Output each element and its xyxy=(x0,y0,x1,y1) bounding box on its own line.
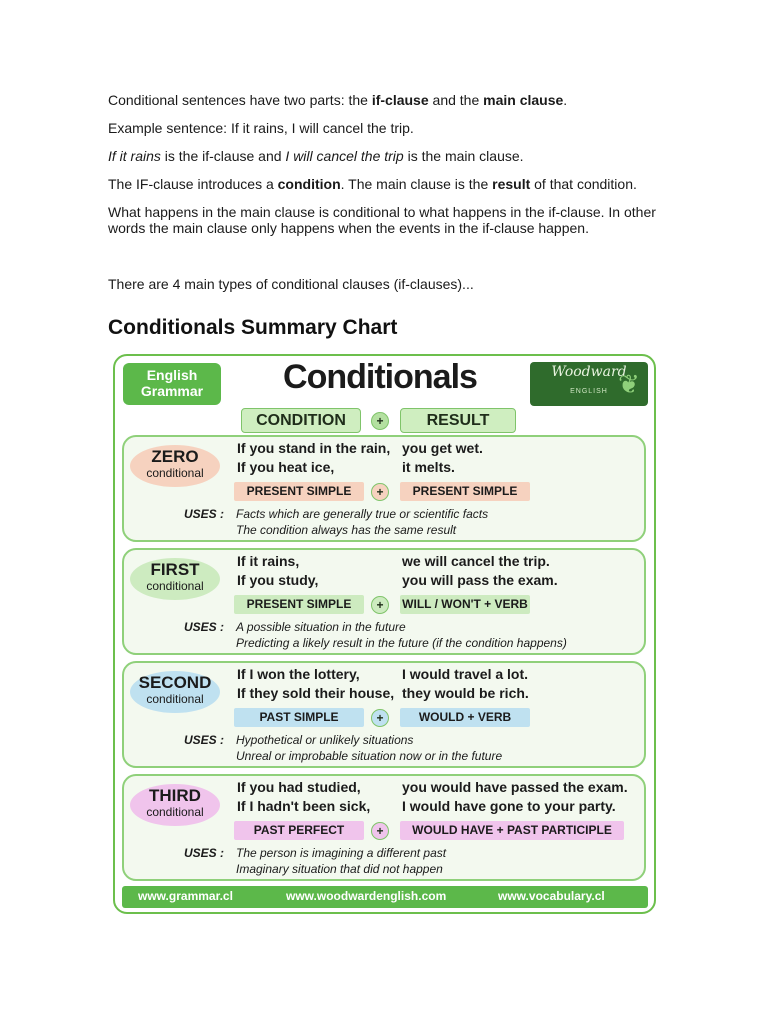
bold-term: result xyxy=(492,176,531,192)
if-clause-example-1: If you stand in the rain, xyxy=(237,440,391,456)
if-clause-example-1: If I won the lottery, xyxy=(237,666,360,682)
bold-term: condition xyxy=(277,176,341,192)
intro-paragraph-5: What happens in the main clause is conditional to what happens in the if-clause. In other words the main clause only happens when the events in the if-clause happen. xyxy=(108,204,656,236)
intro-paragraph-2: Example sentence: If it rains, I will cancel the trip. xyxy=(108,120,414,136)
bold-term: if-clause xyxy=(371,92,429,108)
result-example-2: I would have gone to your party. xyxy=(402,798,616,814)
text-span: The IF-clause introduces a xyxy=(108,176,278,192)
badge-line-2: Grammar xyxy=(140,383,204,399)
uses-label: USES : xyxy=(184,733,225,747)
conditional-name: SECOND xyxy=(138,673,212,692)
conditionals-chart xyxy=(113,354,656,914)
condition-tense-tag: PAST SIMPLE xyxy=(234,708,364,727)
if-clause-example-1: If you had studied, xyxy=(237,779,361,795)
result-example-2: they would be rich. xyxy=(402,685,529,701)
conditional-section-zero xyxy=(122,435,646,542)
conditional-section-first xyxy=(122,548,646,655)
conditional-name: FIRST xyxy=(150,560,200,579)
footer-link-grammar[interactable]: www.grammar.cl xyxy=(138,889,233,903)
text-span: Conditional sentences have two parts: the xyxy=(108,92,372,108)
logo-text: Woodward xyxy=(551,364,627,380)
condition-header: CONDITION xyxy=(241,408,361,433)
result-example-1: I would travel a lot. xyxy=(402,666,529,682)
plus-icon: + xyxy=(371,709,389,727)
result-tense-tag: WOULD + VERB xyxy=(400,708,530,727)
intro-paragraph-6: There are 4 main types of conditional clauses (if-clauses)... xyxy=(108,276,474,292)
uses-text-1: The person is imagining a different past xyxy=(236,846,447,860)
conditional-type-label xyxy=(130,558,220,600)
result-example-2: you will pass the exam. xyxy=(402,572,558,588)
uses-label: USES : xyxy=(184,620,225,634)
if-clause-example-2: If you study, xyxy=(237,572,319,588)
if-clause-example-2: If they sold their house, xyxy=(237,685,395,701)
chart-title: Conditionals xyxy=(283,358,477,396)
conditional-name: THIRD xyxy=(149,786,201,805)
text-span: of that condition. xyxy=(530,176,637,192)
intro-paragraph-1 xyxy=(108,92,668,108)
result-header: RESULT xyxy=(400,408,516,433)
condition-tense-tag: PRESENT SIMPLE xyxy=(234,482,364,501)
uses-text-1: A possible situation in the future xyxy=(236,620,406,634)
uses-text-2: The condition always has the same result xyxy=(236,523,457,537)
text-span: . xyxy=(563,92,568,108)
plus-icon: + xyxy=(371,483,389,501)
condition-tense-tag: PRESENT SIMPLE xyxy=(234,595,364,614)
result-example-1: we will cancel the trip. xyxy=(402,553,550,569)
result-example-2: it melts. xyxy=(402,459,455,475)
if-clause-example-2: If you heat ice, xyxy=(237,459,335,475)
result-tense-tag: PRESENT SIMPLE xyxy=(400,482,530,501)
text-span: and the xyxy=(428,92,484,108)
conditional-type-label xyxy=(130,784,220,826)
italic-term: I will cancel the trip xyxy=(285,148,404,164)
plus-icon: + xyxy=(371,412,389,430)
conditional-name: ZERO xyxy=(151,447,199,466)
footer-link-vocabulary[interactable]: www.vocabulary.cl xyxy=(498,889,605,903)
uses-text-1: Facts which are generally true or scientific facts xyxy=(236,507,489,521)
woodward-logo xyxy=(530,362,648,406)
badge-line-1: English xyxy=(146,367,198,383)
logo-subtext: ENGLISH xyxy=(570,388,608,395)
uses-text-2: Unreal or improbable situation now or in the future xyxy=(236,749,503,763)
conditional-type-label xyxy=(130,445,220,487)
intro-text xyxy=(108,92,668,304)
result-example-1: you would have passed the exam. xyxy=(402,779,628,795)
if-clause-example-2: If I hadn't been sick, xyxy=(237,798,371,814)
conditional-sub: conditional xyxy=(146,805,204,819)
intro-paragraph-3 xyxy=(108,148,668,164)
conditional-sub: conditional xyxy=(146,579,204,593)
section-heading: Conditionals Summary Chart xyxy=(108,316,398,339)
conditional-sub: conditional xyxy=(146,466,204,480)
text-span: is the if-clause and xyxy=(160,148,286,164)
text-span: . The main clause is the xyxy=(340,176,493,192)
intro-paragraph-4 xyxy=(108,176,668,192)
uses-text-2: Predicting a likely result in the future (if the condition happens) xyxy=(236,636,567,650)
fern-icon: ❦ xyxy=(618,369,640,399)
conditional-sub: conditional xyxy=(146,692,204,706)
result-tense-tag: WILL / WON'T + VERB xyxy=(400,595,530,614)
conditional-section-third xyxy=(122,774,646,881)
result-example-1: you get wet. xyxy=(402,440,483,456)
uses-text-2: Imaginary situation that did not happen xyxy=(236,862,443,876)
english-grammar-badge xyxy=(123,363,221,405)
uses-text-1: Hypothetical or unlikely situations xyxy=(236,733,414,747)
conditional-type-label xyxy=(130,671,220,713)
conditional-section-second xyxy=(122,661,646,768)
bold-term: main clause xyxy=(483,92,564,108)
footer-bar xyxy=(122,886,648,908)
result-tense-tag: WOULD HAVE + PAST PARTICIPLE xyxy=(400,821,624,840)
if-clause-example-1: If it rains, xyxy=(237,553,300,569)
footer-link-woodward[interactable]: www.woodwardenglish.com xyxy=(286,889,447,903)
condition-tense-tag: PAST PERFECT xyxy=(234,821,364,840)
plus-icon: + xyxy=(371,596,389,614)
text-span: is the main clause. xyxy=(403,148,524,164)
uses-label: USES : xyxy=(184,507,225,521)
plus-icon: + xyxy=(371,822,389,840)
uses-label: USES : xyxy=(184,846,225,860)
italic-term: If it rains xyxy=(108,148,161,164)
